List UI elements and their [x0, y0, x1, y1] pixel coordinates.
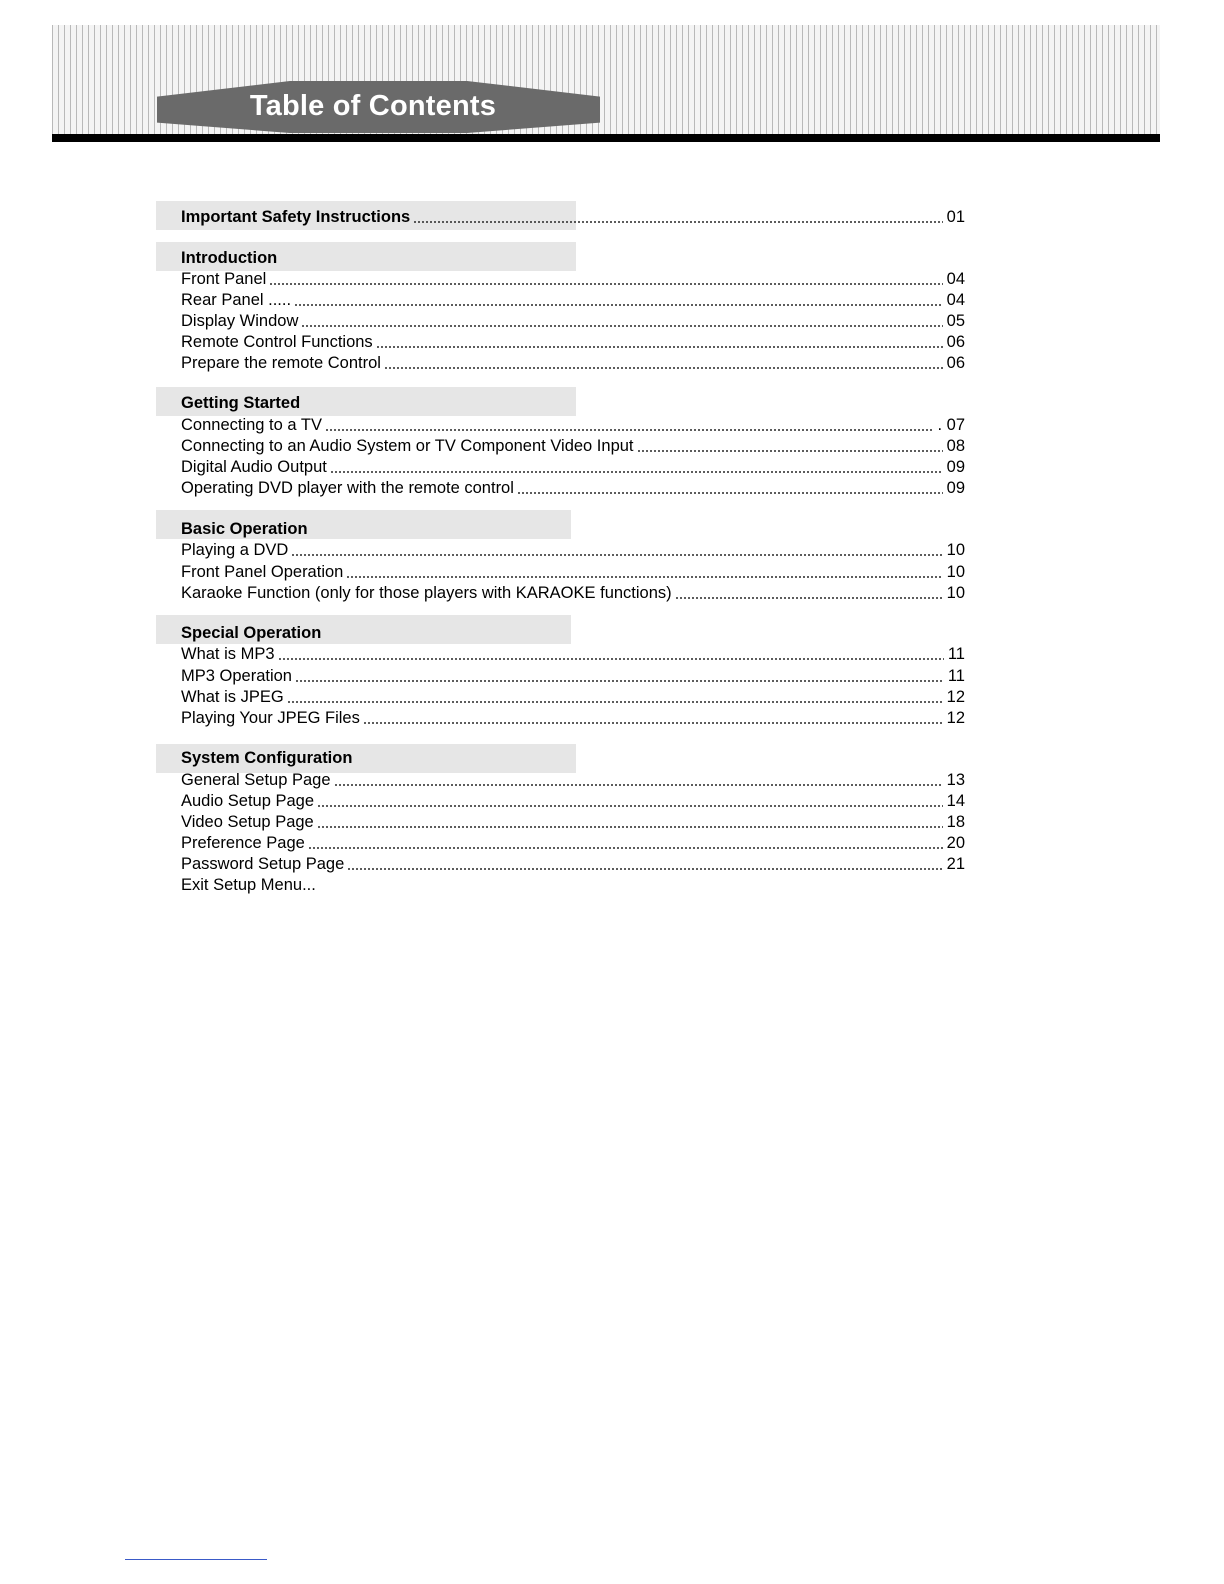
toc-entry-important-safety[interactable]	[181, 206, 965, 227]
toc-entry-page: 11	[947, 667, 965, 685]
section-title: Introduction	[181, 249, 278, 267]
toc-entry[interactable]	[181, 832, 965, 853]
toc-entry[interactable]	[181, 477, 965, 498]
toc-entry[interactable]	[181, 539, 965, 560]
toc-entry-label: Karaoke Function (only for those players with KARAOKE functions)	[181, 584, 672, 602]
dot-leader	[363, 722, 943, 724]
toc-entry[interactable]	[181, 331, 965, 352]
toc-entry-label: Rear Panel .....	[181, 291, 292, 309]
toc-entry-label: MP3 Operation	[181, 667, 292, 685]
toc-entry[interactable]	[181, 435, 965, 456]
toc-entry-page: 06	[946, 354, 965, 372]
dot-leader	[308, 847, 943, 849]
section-heading-system-configuration	[181, 747, 965, 768]
toc-entry-page: 01	[946, 208, 965, 226]
toc-entry[interactable]	[181, 853, 965, 874]
toc-entry[interactable]	[181, 686, 965, 707]
toc-entry-label: Front Panel Operation	[181, 563, 344, 581]
dot-leader	[301, 325, 942, 327]
section-title: Getting Started	[181, 394, 301, 412]
toc-entry[interactable]	[181, 289, 965, 310]
page-title: Table of Contents	[249, 90, 497, 122]
dot-leader	[413, 221, 942, 223]
toc-entry-label: Playing Your JPEG Files	[181, 709, 360, 727]
section-title: Special Operation	[181, 624, 322, 642]
toc-entry-page: 13	[946, 771, 965, 789]
dot-leader	[637, 450, 943, 452]
toc-entry-page: 18	[946, 813, 965, 831]
dot-leader	[330, 471, 943, 473]
section-heading-introduction	[181, 247, 965, 268]
dot-leader	[346, 576, 942, 578]
toc-entry[interactable]	[181, 456, 965, 477]
toc-entry[interactable]	[181, 811, 965, 832]
toc-entry-label: What is MP3	[181, 645, 275, 663]
toc-entry-label: Remote Control Functions	[181, 333, 373, 351]
toc-entry[interactable]	[181, 582, 965, 603]
dot-leader	[325, 429, 934, 431]
dot-leader	[317, 826, 943, 828]
toc-entry[interactable]	[181, 665, 965, 686]
toc-entry-page: 12	[946, 688, 965, 706]
toc-entry-label: Digital Audio Output	[181, 458, 327, 476]
dot-leader	[294, 304, 943, 306]
toc-entry-label: What is JPEG	[181, 688, 284, 706]
toc-entry-label: Prepare the remote Control	[181, 354, 381, 372]
dot-leader	[278, 658, 944, 660]
toc-entry[interactable]	[181, 561, 965, 582]
toc-entry-page: 21	[946, 855, 965, 873]
toc-entry-page: 12	[946, 709, 965, 727]
toc-entry-label: Display Window	[181, 312, 299, 330]
toc-entry-label: Front Panel	[181, 270, 267, 288]
toc-entry-page: 09	[946, 479, 965, 497]
toc-entry-page: 04	[946, 291, 965, 309]
toc-entry-page: 10	[946, 563, 965, 581]
footer-link-underline	[125, 1559, 267, 1560]
toc-entry-label: Audio Setup Page	[181, 792, 315, 810]
section-title: System Configuration	[181, 749, 353, 767]
toc-entry[interactable]	[181, 352, 965, 373]
dot-leader	[317, 805, 943, 807]
toc-entry[interactable]	[181, 643, 965, 664]
toc-entry-label: Password Setup Page	[181, 855, 345, 873]
toc-entry-page: 14	[946, 792, 965, 810]
dot-leader	[376, 346, 943, 348]
section-heading-getting-started	[181, 392, 965, 413]
toc-entry[interactable]	[181, 769, 965, 790]
toc-entry[interactable]	[181, 414, 965, 435]
toc-entry[interactable]	[181, 874, 965, 895]
toc-entry-page: . 07	[937, 416, 965, 434]
toc-entry[interactable]	[181, 310, 965, 331]
dot-leader	[269, 283, 942, 285]
toc-entry[interactable]	[181, 790, 965, 811]
toc-entry-label: Important Safety Instructions	[181, 208, 411, 226]
toc-entry-label: Preference Page	[181, 834, 305, 852]
toc-entry-label: Connecting to a TV	[181, 416, 322, 434]
toc-entry-label: Exit Setup Menu...	[181, 876, 316, 894]
header-rule	[52, 134, 1160, 142]
toc-entry-page: 06	[946, 333, 965, 351]
dot-leader	[295, 680, 944, 682]
section-heading-basic-operation	[181, 518, 965, 539]
dot-leader	[384, 367, 943, 369]
section-title: Basic Operation	[181, 520, 308, 538]
dot-leader	[347, 868, 942, 870]
toc-entry-label: Operating DVD player with the remote control	[181, 479, 514, 497]
dot-leader	[334, 784, 943, 786]
dot-leader	[675, 597, 943, 599]
toc-entry-page: 20	[946, 834, 965, 852]
toc-entry-page: 05	[946, 312, 965, 330]
dot-leader	[291, 554, 942, 556]
section-heading-special-operation	[181, 622, 965, 643]
toc-entry-label: Video Setup Page	[181, 813, 314, 831]
toc-entry-label: Playing a DVD	[181, 541, 289, 559]
toc-entry-page: 11	[947, 645, 965, 663]
toc-entry-label: Connecting to an Audio System or TV Component Video Input	[181, 437, 634, 455]
toc-entry-page: 09	[946, 458, 965, 476]
toc-entry-label: General Setup Page	[181, 771, 331, 789]
toc-entry[interactable]	[181, 707, 965, 728]
toc-entry-page: 08	[946, 437, 965, 455]
toc-entry[interactable]	[181, 268, 965, 289]
toc-entry-page: 10	[946, 584, 965, 602]
toc-entry-page: 04	[946, 270, 965, 288]
toc-entry-page: 10	[946, 541, 965, 559]
dot-leader	[517, 492, 943, 494]
dot-leader	[287, 701, 943, 703]
